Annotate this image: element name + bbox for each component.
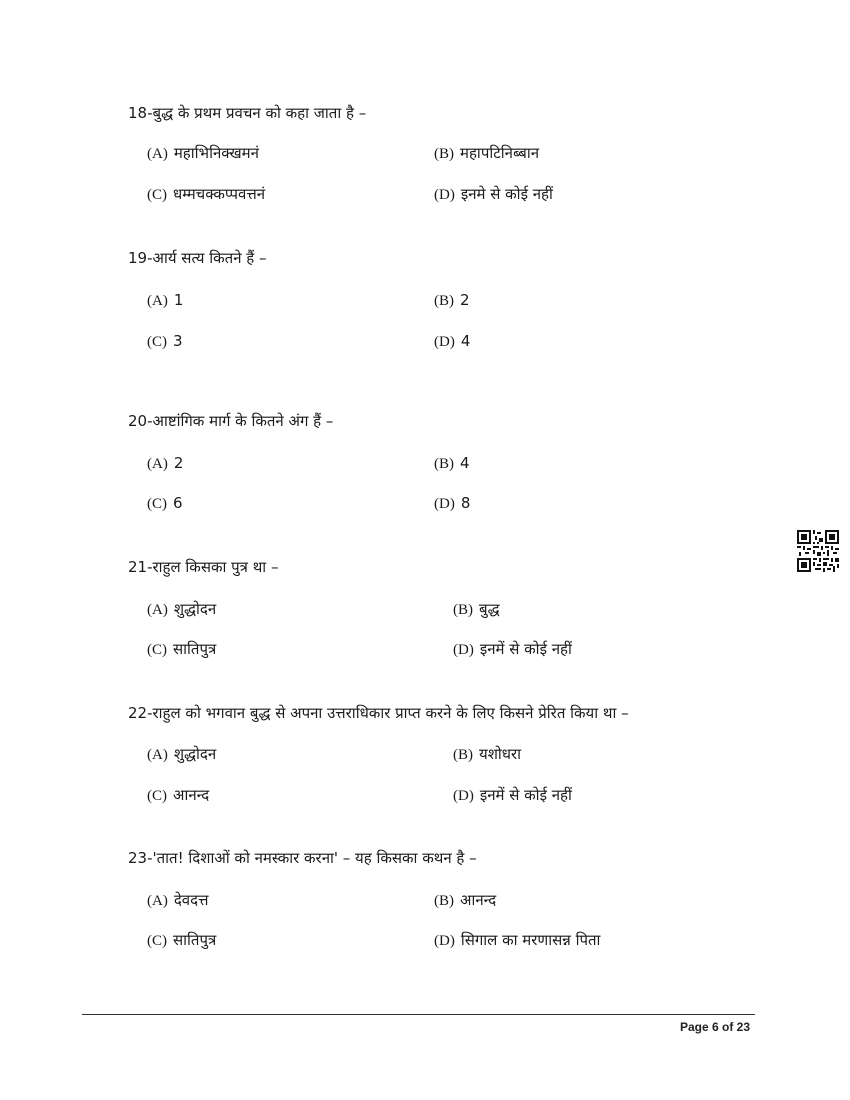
option-a: (A) महाभिनिक्खमनं: [147, 144, 259, 162]
question-23: [128, 848, 768, 868]
option-d: (D) सिगाल का मरणासन्न पिता: [434, 931, 601, 949]
option-d: (D) इनमें से कोई नहीं: [453, 786, 572, 804]
option-b: (B) 4: [434, 454, 470, 472]
option-d: (D) 8: [434, 494, 471, 512]
question-text: 23-'तात! दिशाओं को नमस्कार करना' – यह किसका कथन है –: [128, 849, 477, 867]
option-c: (C) सातिपुत्र: [147, 640, 217, 658]
option-b: (B) बुद्ध: [453, 600, 500, 618]
question-text: 18-बुद्ध के प्रथम प्रवचन को कहा जाता है –: [128, 104, 367, 122]
question-21: [128, 557, 768, 577]
qr-code-icon: [797, 530, 839, 572]
option-b: (B) यशोधरा: [453, 745, 522, 763]
option-d: (D) 4: [434, 332, 471, 350]
option-b: (B) आनन्द: [434, 891, 497, 909]
option-a: (A) शुद्धोदन: [147, 600, 217, 618]
option-a: (A) देवदत्त: [147, 891, 209, 909]
option-d: (D) इनमे से कोई नहीं: [434, 185, 553, 203]
question-18: [128, 103, 768, 123]
option-c: (C) आनन्द: [147, 786, 210, 804]
option-c: (C) 3: [147, 332, 183, 350]
question-text: 21-राहुल किसका पुत्र था –: [128, 558, 279, 576]
option-a: (A) 2: [147, 454, 184, 472]
question-19: [128, 248, 768, 268]
footer-divider: [82, 1014, 755, 1015]
option-c: (C) 6: [147, 494, 183, 512]
option-b: (B) महापटिनिब्बान: [434, 144, 540, 162]
question-text: 22-राहुल को भगवान बुद्ध से अपना उत्तराधिकार प्राप्त करने के लिए किसने प्रेरित किया था –: [128, 704, 629, 722]
option-c: (C) सातिपुत्र: [147, 931, 217, 949]
option-a: (A) 1: [147, 291, 184, 309]
option-d: (D) इनमें से कोई नहीं: [453, 640, 572, 658]
page-number: Page 6 of 23: [679, 1020, 750, 1034]
question-text: 20-आष्टांगिक मार्ग के कितने अंग हैं –: [128, 412, 334, 430]
question-20: [128, 411, 768, 431]
option-a: (A) शुद्धोदन: [147, 745, 217, 763]
question-text: 19-आर्य सत्य कितने हैं –: [128, 249, 267, 267]
option-b: (B) 2: [434, 291, 470, 309]
question-22: [128, 703, 768, 723]
option-c: (C) धम्मचक्कप्पवत्तनं: [147, 185, 266, 203]
